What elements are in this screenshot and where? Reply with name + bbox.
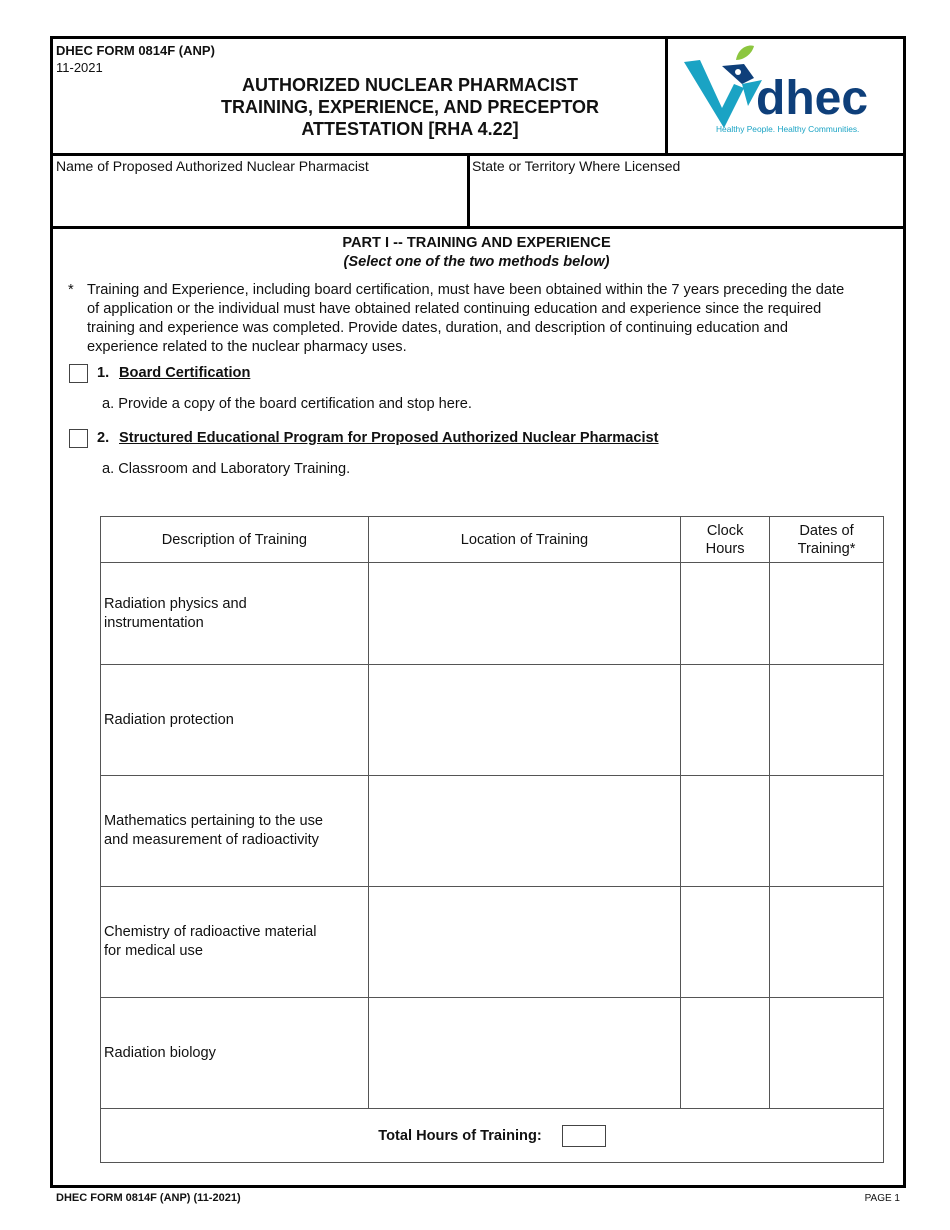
table-row [101, 887, 884, 998]
header-location: Location of Training [368, 517, 681, 563]
structured-program-checkbox[interactable] [69, 429, 88, 448]
header-dates [770, 517, 884, 563]
option1-instruction: a. Provide a copy of the board certification and stop here. [102, 396, 472, 412]
dates-cell[interactable] [770, 776, 884, 887]
row-description-line1: Radiation physics and [104, 595, 247, 612]
clock-hours-cell[interactable] [681, 887, 770, 998]
note-line-1: Training and Experience, including board certification, must have been obtained within the 7 years preceding the date [87, 282, 845, 298]
header-clock-hours-line2: Hours [705, 540, 745, 557]
part1-heading [50, 234, 903, 272]
total-hours-input[interactable] [562, 1125, 606, 1147]
location-cell[interactable] [368, 776, 681, 887]
clock-hours-cell[interactable] [681, 776, 770, 887]
dhec-logo-icon [682, 44, 882, 140]
state-label: State or Territory Where Licensed [472, 158, 681, 174]
title-line-1: AUTHORIZED NUCLEAR PHARMACIST [242, 75, 578, 95]
location-cell[interactable] [368, 563, 681, 665]
board-certification-checkbox[interactable] [69, 364, 88, 383]
option2-instruction: a. Classroom and Laboratory Training. [102, 461, 351, 477]
row-description-line2: for medical use [104, 943, 203, 959]
table-row [101, 665, 884, 776]
dates-cell[interactable] [770, 563, 884, 665]
dhec-logo [682, 44, 882, 140]
row-description [101, 887, 369, 998]
header-dates-line2: Training* [797, 540, 856, 557]
clock-hours-cell[interactable] [681, 998, 770, 1109]
row-description [101, 776, 369, 887]
option1-number: 1. [97, 365, 110, 381]
clock-hours-cell[interactable] [681, 665, 770, 776]
dates-cell[interactable] [770, 998, 884, 1109]
logo-wordmark: dhec [756, 72, 869, 125]
location-cell[interactable] [368, 887, 681, 998]
total-row [101, 1109, 884, 1163]
total-label: Total Hours of Training: [378, 1127, 542, 1144]
dates-cell[interactable] [770, 665, 884, 776]
row-description [101, 563, 369, 665]
option2-number: 2. [97, 430, 110, 446]
note-line-2: of application or the individual must have obtained related continuing education and experience since the required [87, 301, 822, 317]
table-row [101, 998, 884, 1109]
fields-divider [50, 226, 903, 229]
header-description: Description of Training [101, 517, 369, 563]
row-description-line2: instrumentation [104, 614, 204, 631]
title-line-3: ATTESTATION [RHA 4.22] [301, 119, 519, 139]
row-description-line1: Radiation biology [104, 1044, 216, 1061]
note-text [87, 281, 897, 357]
table-header-row [101, 517, 884, 563]
option2-label: Structured Educational Program for Proposed Authorized Nuclear Pharmacist [119, 430, 659, 446]
form-id: DHEC FORM 0814F (ANP) [56, 43, 215, 58]
name-input[interactable] [54, 176, 464, 224]
part1-title: PART I -- TRAINING AND EXPERIENCE [342, 235, 611, 251]
header-dates-line1: Dates of [799, 522, 854, 539]
row-description-line1: Chemistry of radioactive material [104, 924, 317, 940]
dates-cell[interactable] [770, 887, 884, 998]
header-divider [50, 153, 903, 156]
header-clock-hours [681, 517, 770, 563]
row-description-line1: Radiation protection [104, 711, 234, 728]
row-description [101, 998, 369, 1109]
location-cell[interactable] [368, 665, 681, 776]
part1-subtitle: (Select one of the two methods below) [343, 254, 610, 270]
form-date: 11-2021 [56, 60, 103, 75]
table-row [101, 563, 884, 665]
logo-tagline: Healthy People. Healthy Communities. [716, 124, 860, 134]
table-row [101, 776, 884, 887]
row-description-line1: Mathematics pertaining to the use [104, 813, 324, 829]
location-cell[interactable] [368, 998, 681, 1109]
option1-label: Board Certification [119, 365, 251, 381]
state-input[interactable] [472, 176, 898, 224]
name-label: Name of Proposed Authorized Nuclear Pharmacist [56, 158, 369, 174]
note-marker: * [68, 282, 74, 298]
footer-form-ref: DHEC FORM 0814F (ANP) (11-2021) [56, 1192, 241, 1204]
page-title [150, 74, 670, 140]
note-line-3: training and experience was completed. Provide dates, duration, and description of continuing education and [87, 320, 788, 336]
note-line-4: experience related to the nuclear pharmacy uses. [87, 339, 407, 355]
fields-column-divider [467, 154, 470, 228]
clock-hours-cell[interactable] [681, 563, 770, 665]
row-description-line2: and measurement of radioactivity [104, 832, 319, 848]
header-clock-hours-line1: Clock [706, 522, 744, 539]
total-cell [101, 1109, 884, 1163]
training-table [100, 516, 884, 1163]
title-line-2: TRAINING, EXPERIENCE, AND PRECEPTOR [220, 97, 600, 117]
footer-page-number: PAGE 1 [864, 1193, 900, 1204]
row-description [101, 665, 369, 776]
